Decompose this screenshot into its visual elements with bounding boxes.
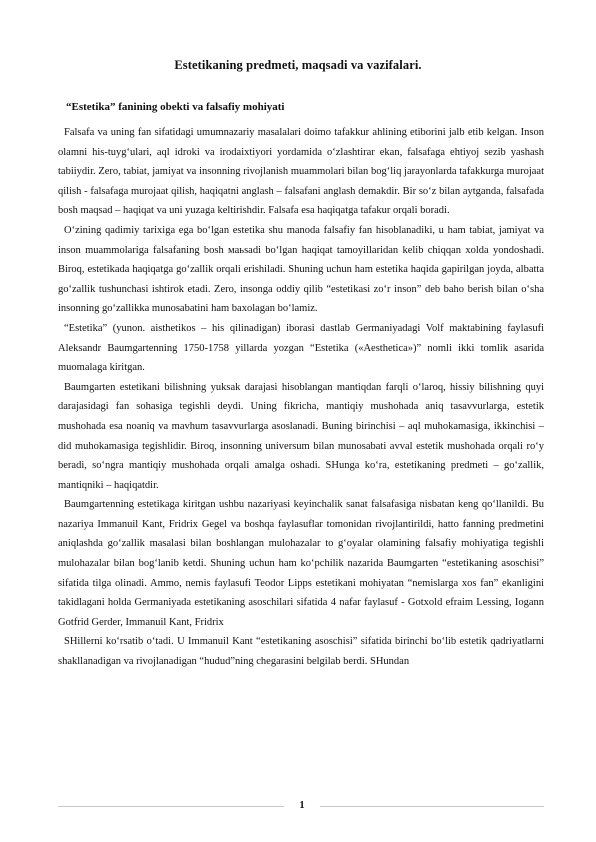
section-subtitle: “Estetika” fanining obekti va falsafiy mohiyati [66, 101, 285, 113]
paragraph: Baumgarten estetikani bilishning yuksak darajasi hisoblangan mantiqdan farqli o‘laroq, hissiy bilishning quyi darajasidagi fan sohasiga tegishli deydi. Uning fikricha, mantiqiy mushohada aniq tasavvurlarga, estetik mushohada esa noaniq va mavhum tasavvurlarga asoslanadi. Buning birinchisi – aql muhokamasiga, ikkinchisi – did muhokamasiga tegishlidir. Biroq, insonning universum bilan munosabati avval estetik mushohada orqali ro‘y beradi, so‘ngra mantiqiy mushohada orqali amalga oshadi. SHunga ko‘ra, estetikaning predmeti – go‘zallik, mantiqniki – haqiqatdir. [58, 381, 544, 491]
page-title: Estetikaning predmeti, maqsadi va vazifalari. [174, 58, 422, 72]
paragraph: O‘zining qadimiy tarixiga ega bo‘lgan estetika shu manoda falsafiy fan hisoblanadiki, u ham tabiat, jamiyat va inson muammolariga falsafaning bosh маьsadi bo‘lgan haqiqat tamoyillaridan kelib chiqqan xolda yondoshadi. Biroq, estetikada haqiqatga go‘zallik orqali erishiladi. Shuning uchun ham estetika haqida gapirilgan joyda, albatta go‘zallik tushunchasi ishtirok etadi. Zero, insonga oddiy qilib “estetikasi zo‘r inson” deb baho berish bilan o‘sha insonning go‘zallikka munosabatini ham baxolagan bo‘lamiz. [58, 224, 544, 315]
page-number: 1 [299, 800, 305, 811]
page-footer [58, 800, 544, 816]
paragraph: Baumgartenning estetikaga kiritgan ushbu nazariyasi keyinchalik sanat falsafasiga nisbatan keng qo‘llanildi. Bu nazariya Immanuil Kant, Fridrix Gegel va boshqa faylasuflar tomonidan rivojlantirildi, hatto fanning predmetini aniqlashda go‘zallik masalasi bilan boshlangan mulohazalar to g‘oyalar olamining falsafiy mohiyatiga tegishli mulohazalar bilan bog‘lanib ketdi. Shuning uchun ham ko‘pchilik nazarida Baumgarten “estetikaning asoschisi” sifatida tilga olinadi. Ammo, nemis faylasufi Teodor Lipps estetikani mohiyatan “nemislarga xos fan” ekanligini takidlagani holda Germaniyada estetikaning asoschilari sifatida 4 nafar faylasuf - Gotxold efraim Lessing, Iogann Gotfrid Gerder, Immanuil Kant, Fridrix [58, 499, 544, 628]
body-text [58, 123, 544, 672]
paragraph: Falsafa va uning fan sifatidagi umumnazariy masalalari doimo tafakkur ahlining etiborini jalb etib kelgan. Inson olamni his-tuyg‘ulari, aql idroki va irodaixtiyori yordamida o‘zlashtirar ekan, falsafaga ehtiyoj sezib yashash tabiiydir. Zero, tabiat, jamiyat va insonning rivojlanish muammolari bilan bog‘liq jarayonlarda tafakkurga murojaat qilish - falsafaga murojaat qilish, haqiqatni anglash – falsafani anglash demakdir. Bir so‘z bilan aytganda, falsafada bosh maqsad – haqiqat va uni yuzaga keltirishdir. Falsafa esa haqiqatga tafakur orqali boradi. [58, 127, 544, 217]
paragraph: SHillerni ko‘rsatib o‘tadi. U Immanuil Kant “estetikaning asoschisi” sifatida birinchi bo‘lib estetik qadriyatlarni shakllanadigan va rivojlanadigan “hudud”ning chegarasini belgilab berdi. SHundan [58, 636, 544, 668]
paragraph: “Estetika” (yunon. aisthetikos – his qilinadigan) iborasi dastlab Germaniyadagi Volf maktabining faylasufi Aleksandr Baumgartenning 1750-1758 yillarda yozgan “Estetika («Aesthetica»)” nomli ikki tomlik asarida muomalaga kiritgan. [58, 322, 544, 374]
footer-rule-left [58, 806, 284, 807]
footer-rule-right [320, 806, 544, 807]
